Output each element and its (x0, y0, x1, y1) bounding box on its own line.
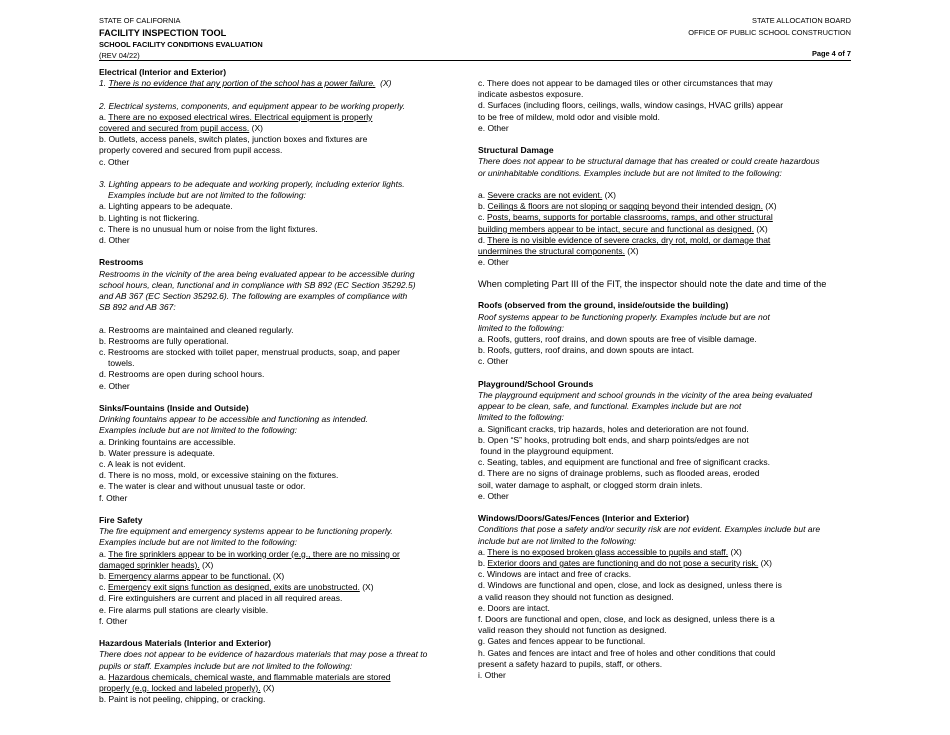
list-item (478, 224, 858, 235)
list-item: d. There are no signs of drainage problems, such as flooded areas, eroded (478, 468, 760, 479)
section-description: limited to the following: (478, 322, 564, 333)
section-windows-doors (478, 513, 858, 681)
section-sinks-fountains (99, 403, 459, 504)
section-description: limited to the following: (478, 412, 564, 423)
check-mark: (X) (624, 246, 639, 257)
list-item: soil, water damage to asphalt, or clogged storm drain inlets. (478, 479, 703, 490)
item-letter: a. (99, 548, 109, 559)
list-item (478, 190, 858, 201)
right-column (478, 78, 858, 681)
list-item: d. Fire extinguishers are current and placed in all required areas. (99, 593, 343, 604)
check-mark: (X) (270, 571, 285, 582)
section-description: Examples include but are not limited to the following: (99, 537, 297, 548)
section-description: pupils or staff. Examples include but are not limited to the following: (99, 660, 353, 671)
check-mark: (X) (728, 546, 742, 557)
list-item: found in the playground equipment. (478, 446, 614, 457)
check-mark: (X) (762, 201, 777, 212)
section-title: Structural Damage (478, 145, 554, 156)
list-item: f. Other (99, 492, 128, 503)
list-item: c. Other (99, 156, 130, 167)
list-item (99, 123, 459, 134)
list-item: c. Seating, tables, and equipment are functional and free of significant cracks. (478, 457, 771, 468)
list-item: f. Doors are functional and open, close, and lock as designed, unless there is a (478, 614, 775, 625)
section-description: Examples include but are not limited to the following: (99, 425, 297, 436)
header-right (688, 15, 851, 38)
list-item: to be free of mildew, mold odor and visible mold. (478, 111, 660, 122)
list-item: b. Water pressure is adequate. (99, 447, 215, 458)
section-description: or uninhabitable conditions. Examples include but are not limited to the following: (478, 167, 782, 178)
list-item: e. Other (99, 380, 130, 391)
section-description: and AB 367 (EC Section 35292.6). The following are examples of compliance with (99, 291, 408, 302)
spacer (99, 168, 459, 179)
checked-criterion: properly (e.g. locked and labeled properly). (99, 683, 261, 694)
spacer (478, 502, 858, 513)
list-item: d. Other (99, 235, 130, 246)
item-letter: a. (99, 111, 109, 122)
spacer (99, 392, 459, 403)
checked-criterion: covered and secured from pupil access. (99, 123, 250, 133)
check-mark: (X) (380, 78, 392, 89)
list-item: e. Doors are intact. (478, 602, 550, 613)
item-letter: b. (478, 558, 488, 569)
list-item: g. Gates and fences appear to be functional. (478, 636, 646, 647)
list-item (478, 246, 858, 257)
list-item: f. Other (99, 615, 128, 626)
section-restrooms (99, 257, 459, 391)
list-item (99, 112, 459, 123)
header-divider (99, 60, 851, 61)
section-fire-safety (99, 515, 459, 627)
list-item: b. Roofs, gutters, roof drains, and down spouts are intact. (478, 345, 694, 356)
header-left (99, 15, 263, 62)
section-electrical (99, 67, 459, 246)
spacer (99, 246, 459, 257)
item-letter: a. (478, 190, 488, 200)
list-item: c. There does not appear to be damaged tiles or other circumstances that may (478, 78, 773, 88)
item-letter: b. (99, 571, 109, 582)
section-description: SB 892 and AB 367: (99, 302, 176, 313)
list-item (478, 201, 858, 212)
check-mark: (X) (260, 683, 275, 694)
section-playground (478, 379, 858, 502)
list-item (99, 78, 459, 89)
section-title: Electrical (Interior and Exterior) (99, 67, 227, 77)
section-title: Windows/Doors/Gates/Fences (Interior and Exterior) (478, 513, 690, 524)
list-item: e. Other (478, 257, 509, 268)
list-item: d. There is no moss, mold, or excessive staining on the fixtures. (99, 470, 339, 481)
section-description: appear to be clean, safe, and functional. Examples include but are not (478, 401, 742, 412)
checked-criterion: There are no exposed electrical wires. Electrical equipment is properly (108, 111, 373, 122)
list-item (478, 558, 858, 569)
list-item: a valid reason they should not function as designed. (478, 591, 674, 602)
list-item: b. Open “S” hooks, protruding bolt ends, and sharp points/edges are not (478, 434, 749, 445)
list-item: valid reason they should not function as designed. (478, 625, 667, 636)
section-structural-damage (478, 145, 858, 268)
list-item: e. Other (478, 122, 509, 133)
list-item (99, 560, 459, 571)
spacer (478, 368, 858, 379)
list-item: c. Windows are intact and free of cracks. (478, 569, 632, 580)
list-item (478, 212, 858, 223)
checked-criterion: Posts, beams, supports for portable classrooms, ramps, and other structural (486, 212, 773, 223)
checked-criterion: Severe cracks are not evident. (487, 190, 603, 200)
list-item: e. The water is clear and without unusual taste or odor. (99, 481, 306, 492)
list-item: h. Gates and fences are intact and free of holes and other conditions that could (478, 647, 776, 658)
checked-criterion: undermines the structural components. (478, 246, 625, 257)
check-mark: (X) (602, 190, 616, 200)
check-mark: (X) (199, 559, 214, 570)
item-letter: d. (478, 234, 488, 245)
item-letter: a. (478, 546, 488, 557)
list-item: e. Other (478, 490, 509, 501)
checked-criterion: damaged sprinkler heads). (99, 559, 200, 570)
item-letter: b. (478, 201, 488, 212)
spacer (478, 134, 858, 145)
section-description: There does not appear to be structural damage that has created or could create hazardous (478, 156, 820, 167)
list-item (99, 549, 459, 560)
section-title: Sinks/Fountains (Inside and Outside) (99, 403, 249, 414)
list-item: a. Significant cracks, trip hazards, holes and deterioration are not found. (478, 423, 749, 434)
checked-criterion: Emergency exit signs function as designed, exits are unobstructed. (107, 582, 360, 593)
spacer (478, 290, 858, 300)
section-title: Roofs (observed from the ground, inside/outside the building) (478, 300, 729, 311)
section-description: The fire equipment and emergency systems appear to be functioning properly. (99, 526, 393, 537)
section-roofs (478, 300, 858, 367)
list-item: a. Roofs, gutters, roof drains, and down spouts are free of visible damage. (478, 334, 757, 345)
list-item: a. Lighting appears to be adequate. (99, 201, 233, 212)
state-label: STATE OF CALIFORNIA (99, 16, 181, 25)
spacer (99, 504, 459, 515)
list-item (99, 672, 459, 683)
criterion-heading: Examples include but are not limited to the following: (108, 190, 306, 201)
checked-criterion: There is no visible evidence of severe cracks, dry rot, mold, or damage that (487, 234, 771, 245)
check-mark: (X) (758, 558, 772, 569)
list-item: d. Surfaces (including floors, ceilings, walls, window casings, HVAC grills) appear (478, 100, 784, 111)
list-item (478, 547, 858, 558)
section-description: school hours, clean, functional and in compliance with SB 892 (EC Section 35292.5) (99, 279, 416, 290)
criterion-heading: 3. Lighting appears to be adequate and working properly, including exterior lights. (99, 179, 405, 189)
inspector-note: When completing Part III of the FIT, the inspector should note the date and time of the (478, 279, 827, 290)
list-item: c. Other (478, 356, 509, 367)
agency-label: STATE ALLOCATION BOARD (752, 16, 851, 25)
section-description: Drinking fountains appear to be accessible and functioning as intended. (99, 414, 368, 425)
section-description: Restrooms in the vicinity of the area being evaluated appear to be accessible during (99, 268, 415, 279)
checked-criterion: building members appear to be intact, secure and functional as designed. (478, 223, 754, 234)
list-item (478, 235, 858, 246)
section-description: There does not appear to be evidence of hazardous materials that may pose a threat to (99, 649, 428, 660)
spacer (99, 313, 459, 324)
list-item: present a safety hazard to pupils, staff, or others. (478, 658, 663, 669)
page-number: Page 4 of 7 (811, 49, 851, 58)
item-letter: c. (478, 212, 487, 223)
list-item: indicate asbestos exposure. (478, 89, 584, 100)
list-item: properly covered and secured from pupil access. (99, 145, 283, 156)
checked-criterion: Exterior doors and gates are functioning and do not pose a security risk. (487, 558, 759, 569)
office-label: OFFICE OF PUBLIC SCHOOL CONSTRUCTION (688, 27, 851, 37)
item-number: 1. (99, 78, 109, 89)
section-title: Playground/School Grounds (478, 378, 594, 389)
section-description: include but are not limited to the following: (478, 535, 637, 546)
list-item: d. Restrooms are open during school hours. (99, 369, 265, 380)
list-item (99, 582, 459, 593)
section-title: Restrooms (99, 257, 144, 268)
list-item: d. Windows are functional and open, close, and lock as designed, unless there is (478, 580, 782, 591)
list-item: b. Lighting is not flickering. (99, 212, 200, 223)
list-item: a. Drinking fountains are accessible. (99, 436, 236, 447)
list-item: a. Restrooms are maintained and cleaned regularly. (99, 324, 294, 335)
spacer (478, 268, 858, 278)
left-column (99, 67, 459, 705)
spacer (478, 179, 858, 190)
list-item: b. Restrooms are fully operational. (99, 335, 229, 346)
list-item (99, 683, 459, 694)
checked-criterion: There is no exposed broken glass accessible to pupils and staff. (487, 546, 729, 557)
checked-criterion: Emergency alarms appear to be functional. (108, 571, 271, 582)
spacer (99, 89, 459, 100)
section-description: The playground equipment and school grounds in the vicinity of the area being evaluated (478, 390, 813, 401)
checked-criterion: Hazardous chemicals, chemical waste, and flammable materials are stored (108, 671, 391, 682)
list-item: i. Other (478, 670, 506, 681)
list-item: towels. (108, 358, 135, 369)
spacer (99, 627, 459, 638)
list-item: e. Fire alarms pull stations are clearly visible. (99, 604, 269, 615)
check-mark: (X) (249, 123, 263, 133)
item-letter: a. (99, 671, 109, 682)
section-description: Roof systems appear to be functioning properly. Examples include but are not (478, 311, 770, 322)
section-hazardous-materials-cont (478, 78, 858, 134)
section-title: Hazardous Materials (Interior and Exterior) (99, 638, 271, 649)
list-item: c. Restrooms are stocked with toilet paper, menstrual products, soap, and paper (99, 347, 400, 358)
checked-criterion: The fire sprinklers appear to be in working order (e.g., there are no missing or (108, 548, 400, 559)
section-title: Fire Safety (99, 515, 143, 526)
list-item: c. There is no unusual hum or noise from the light fixtures. (99, 223, 318, 234)
list-item: b. Outlets, access panels, switch plates, junction boxes and fixtures are (99, 134, 368, 145)
list-item (99, 571, 459, 582)
section-hazardous-materials (99, 638, 459, 705)
revision-label: (REV 04/22) (99, 51, 140, 60)
checked-criterion: There is no evidence that any portion of the school has a power failure. (108, 78, 376, 89)
criterion-heading: 2. Electrical systems, components, and equipment appear to be working properly. (99, 100, 405, 111)
section-description: Conditions that pose a safety and/or security risk are not evident. Examples include but are (478, 524, 821, 535)
form-title: FACILITY INSPECTION TOOL (99, 27, 227, 38)
form-subtitle: SCHOOL FACILITY CONDITIONS EVALUATION (99, 39, 263, 49)
check-mark: (X) (753, 223, 768, 234)
item-letter: c. (99, 582, 108, 593)
list-item: b. Paint is not peeling, chipping, or cracking. (99, 694, 266, 705)
checked-criterion: Ceilings & floors are not sloping or sagging beyond their intended design. (487, 201, 763, 212)
check-mark: (X) (359, 582, 374, 593)
list-item: c. A leak is not evident. (99, 459, 186, 470)
